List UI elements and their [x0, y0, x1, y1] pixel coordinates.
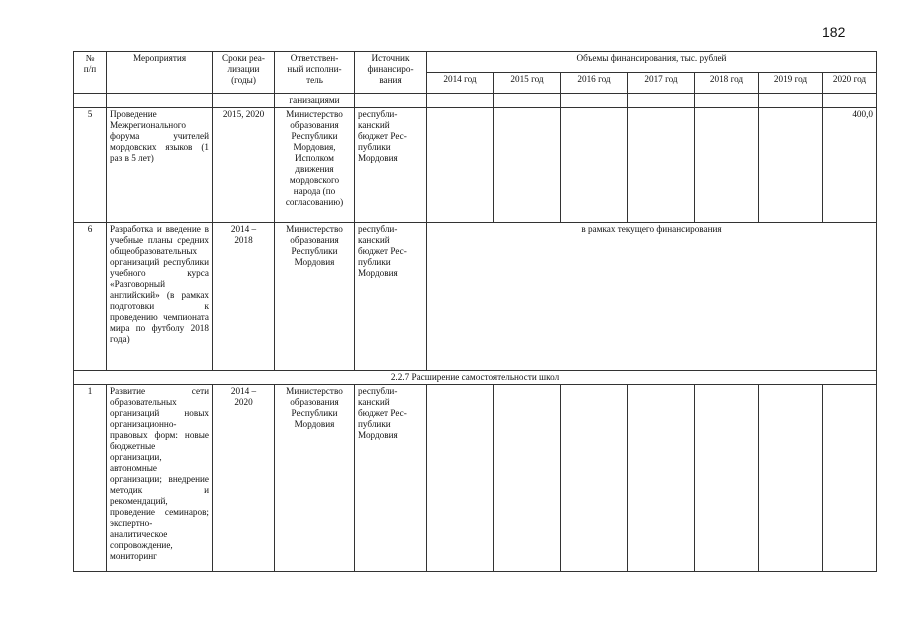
row-activity: Проведение Межрегионального форума учителей мордовских языков (1 раз в 5 лет) — [107, 108, 213, 223]
header-year: 2016 год — [561, 73, 628, 94]
table-row — [74, 108, 877, 223]
row-value — [759, 385, 823, 572]
row-value — [561, 108, 628, 223]
row-value — [695, 108, 759, 223]
row-num: 6 — [74, 223, 107, 371]
header-activity: Мероприятия — [107, 52, 213, 94]
table-row — [74, 385, 877, 572]
row-value — [427, 385, 494, 572]
row-source: республи- канский бюджет Рес- публики Мордовия — [355, 223, 427, 371]
continuation-responsible: ганизациями — [275, 94, 355, 108]
row-num: 1 — [74, 385, 107, 572]
row-value — [628, 108, 695, 223]
row-value — [494, 108, 561, 223]
row-value — [628, 385, 695, 572]
row-period: 2014 – 2018 — [213, 223, 275, 371]
row-responsible: Министерство образования Республики Мордовия — [275, 223, 355, 371]
row-value — [427, 108, 494, 223]
row-responsible: Министерство образования Республики Мордовия, Исполком движения мордовского народа (по согласованию) — [275, 108, 355, 223]
row-value — [561, 385, 628, 572]
header-year: 2014 год — [427, 73, 494, 94]
header-period: Сроки реа- лизации (годы) — [213, 52, 275, 94]
header-responsible: Ответствен- ный исполни- тель — [275, 52, 355, 94]
merged-funding-note: в рамках текущего финансирования — [427, 223, 877, 371]
section-row — [74, 371, 877, 385]
header-year: 2019 год — [759, 73, 823, 94]
page-number: 182 — [822, 24, 846, 40]
row-value — [823, 385, 877, 572]
row-period: 2015, 2020 — [213, 108, 275, 223]
row-source: республи- канский бюджет Рес- публики Мордовия — [355, 108, 427, 223]
header-funding: Объемы финансирования, тыс. рублей — [427, 52, 877, 73]
row-value: 400,0 — [823, 108, 877, 223]
header-year: 2020 год — [823, 73, 877, 94]
header-year: 2015 год — [494, 73, 561, 94]
funding-table — [73, 51, 877, 572]
header-source: Источник финансиро- вания — [355, 52, 427, 94]
row-num: 5 — [74, 108, 107, 223]
header-year: 2017 год — [628, 73, 695, 94]
row-period: 2014 – 2020 — [213, 385, 275, 572]
row-value — [494, 385, 561, 572]
row-activity: Разработка и введение в учебные планы средних общеобразовательных организаций республики учебного курса «Разговорный английский» (в рамках подготовки к проведению чемпионата мира по футболу 2018 года) — [107, 223, 213, 371]
continuation-row — [74, 94, 877, 108]
row-responsible: Министерство образования Республики Мордовия — [275, 385, 355, 572]
header-year: 2018 год — [695, 73, 759, 94]
row-activity: Развитие сети образовательных организаций новых организационно-правовых форм: новые бюджетные организации, автономные организации; внедрение методик и рекомендаций, проведение семинаров; экспертно-аналитическое сопровождение, мониторинг — [107, 385, 213, 572]
header-num: № п/п — [74, 52, 107, 94]
row-source: республи- канский бюджет Рес- публики Мордовия — [355, 385, 427, 572]
row-value — [695, 385, 759, 572]
section-title: 2.2.7 Расширение самостоятельности школ — [74, 371, 877, 385]
row-value — [759, 108, 823, 223]
table-row — [74, 223, 877, 371]
header-row — [74, 52, 877, 73]
